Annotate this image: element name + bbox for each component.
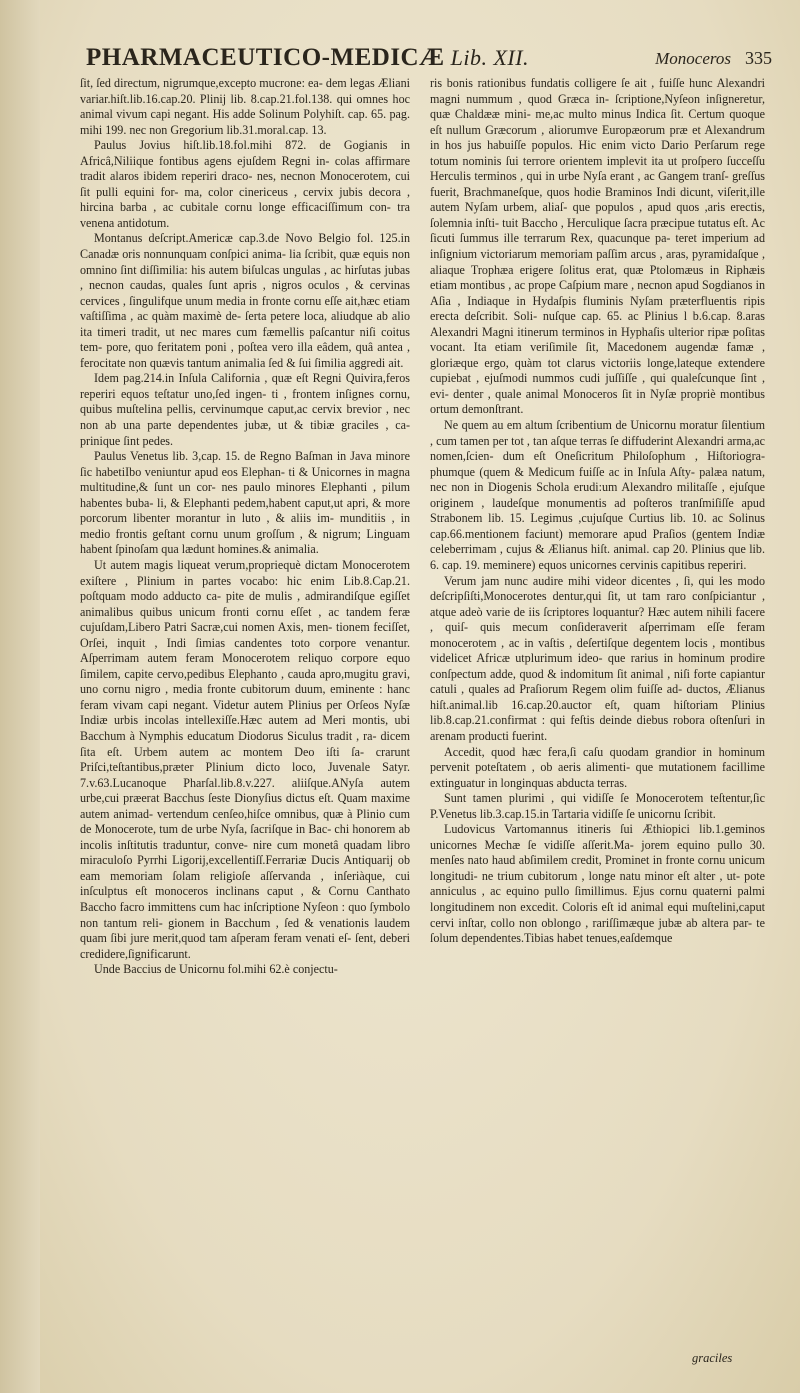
running-header	[80, 42, 780, 76]
paragraph: Montanus deſcript.Americæ cap.3.de Novo Belgio fol. 125.in Canadæ oris nonnunquam conſpici anima- lia ſcribit, quæ equis non omnino ſint diſſimilia: his autem biſulcas ungulas , ac hirſutas jubas , necnon caudas, quales ſunt apris , nigros oculos , & cervinas cervices , ſingulifque unum media in fronte cornu eſſe ait,hæc etiam vaſtiſſima , ac quàm maximè de- ſerta petere loca, aliudque ab alio ita timeri tradit, ut nec mares cum fæmellis paſcantur niſi coitus tem- pore, quo feritatem poni , poſtea vero illa eâdem, quâ antea , ferocitate non quævis tantum animalia ſed & ſui ſimilia aggredi ait.	[80, 231, 410, 370]
paragraph: ris bonis rationibus fundatis colligere ſe ait , fuiſſe hunc Alexandri magni nummum , quod Græca in- ſcriptione,Nyſeon inſigneretur, quæ Chaldææ mini- me,ac multo minus Indica ſit. Certum quoque eſt nullum Græcorum , aliorumve Europæorum præ et Alexandrum in hos jus habuiſſe populos. Hic enim victo Dario Perſarum rege totum nominis ſui terrore orientem implevit ita ut proſpero ſucceſſu Herculis terminos , qui in urbe Nyſa erant , ac Gangem tranſ- greſſus fuerit, Brachmaneſque, quos hodie Braminos Indi dicunt, viſerit,ille autem Nyſam urbem, aliaſ- que populos , apud quos ,aris erectis, ſolemnia inſti- tuit Baccho , Herculique ſacra præcipue tutatus eſt. Ac ſicuti ſummus ille terrarum Rex, quacunque pa- teret imperium ad inſignium victoriarum memoriam paſſim arcus , aras, pyramidaſque , aliaque Trophæa erigere ſolitus erat, quæ Ptolomæus in Riphæis etiam montibus , ac prope Caſpium mare , necnon apud Sogdianos in Aſia , Indiaque in Hydaſpis fluminis Nyſam præterfluentis ripis erecta deſcribit. Soli- nuſque cap. 65. ac Plinius l b.6.cap. 8.aras Alexandri Magni itinerum terminos in Hyphaſis ulterior ripæ poſitas vocant. Ita etiam veriſimile ſit, Macedonem augendæ famæ , gloriæque ergo, quàm tot clarus victoriis longe,lateque extendere cupiebat , ejuſmodi nummos cudi juſſiſſe , qui qualeſcunque ſint , evi- denter , quale animal Monoceros ſit in Nyſæ propriè montibus ortum demonſtrant.	[430, 76, 765, 417]
paragraph: Sunt tamen plurimi , qui vidiſſe ſe Monocerotem teſtentur,ſic P.Venetus lib.3.cap.15.in Tartaria vidiſſe ſe unicornu ſcribit.	[430, 791, 765, 821]
running-head: Monoceros	[655, 49, 731, 68]
paragraph: ſit, ſed directum, nigrumque,excepto mucrone: ea- dem legas Æliani variar.hiſt.lib.16.cap.20. Plinij lib. 8.cap.21.fol.138. qui omnes hoc animal vivum capi negant. His adde Solinum Polyhiſt. cap. 65. pag. mihi 199. nec non Gregorium lib.31.moral.cap. 13.	[80, 76, 410, 137]
header-title-text: PHARMACEUTICO-MEDICÆ	[86, 44, 445, 71]
paragraph: Unde Baccius de Unicornu fol.mihi 62.è conjectu-	[94, 962, 338, 977]
page-number: 335	[745, 48, 772, 68]
left-text-column	[80, 76, 410, 1366]
paragraph: Ne quem au em altum ſcribentium de Unicornu moratur ſilentium , cum tamen per tot , tan aſque terras ſe diffuderint Alexandri arma,ac nomen,ſcien- dum eſt Oneſicritum Philoſophum , Hiſtoriogra- phumque (quem & Medicum fuiſſe ac in Inſula Aſty- palæa natum, nec non in Diogenis Schola erudi:um Alexandro militaſſe , ejuſque originem , laudeſque monumentis ad poſteros tranſmiſiſſe apud Strabonem lib. 15. Legimus ,cujuſque Curtius lib. 10. ac Solinus cap.66.mentionem faciunt) memorare apud Praſios (gentem Indiæ celeberrimam , cujus & Ælianus hiſt. animal. cap 20. Plinius que lib. 6. cap. 19. meminere) equos unicornes cervinis capitibus reperiri.	[430, 418, 765, 572]
header-title	[86, 44, 529, 72]
paragraph: Idem pag.214.in Inſula California , quæ eſt Regni Quivira,feros reperiri equos teſtatur uno,ſed ingen- ti , frontem inſignes cornu, quibus muſtelina pellis, cervinumque caput,ac cervix brevior , nec non ab una parte dependentes jubæ, ut & tibiæ graciles , ca- prinique ſint pedes.	[80, 371, 410, 448]
catchword: graciles	[692, 1351, 733, 1365]
paragraph: Ludovicus Vartomannus itineris ſui Æthiopici lib.1.geminos unicornes Mechæ ſe vidiſſe aſſerit.Ma- jorem equino pullo 30. menſes nato haud abſimilem credit, Prominet in fronte cornu unicum longitudi- ne trium cubitorum , longe natu minor eſt alter , ut- pote anniculus , ac equino pullo ſimillimus. Ejus cornu quaterni palmi longitudinem non excedit. Coloris eſt id animal equi muſtelini,caput cervi inſtar, collo non oblongo , rariſſimæque jubæ ab altera par- te ſolum dependentes.Tibias habet tenues,eaſdemque	[430, 822, 765, 946]
paragraph: Ut autem magis liqueat verum,propriequè dictam Monocerotem exiſtere , Plinium in partes vocabo: hic enim Lib.8.Cap.21. poſtquam modo adducto ca- pite de mulis , admirandiſque egiſſet animalibus quibus unicum fronti cornu eſſet , ac tandem feræ cujuſdam,Libero Patri Sacræ,cui nomen Axis, men- tionem feciſſet, Orſei, inquit , Indi ſimias candentes toto corpore venantur. Aſperrimam autem feram Monocerotem reliquo corpore equo ſimilem, capite cervo,pedibus Elephanto , cauda apro,mugitu gravi, uno cornu nigro , media fronte cubitorum duum, eminente : hanc feram vivam capi negant. Videtur autem Plinius per Orſeos Nyſæ Indiæ urbis incolas intellexiſſe.Hæc autem ad Meri montis, ubi Bacchum à Nymphis educatum Diodorus Siculus tradit , ra- dicem ſita eſt. Urbem autem ac montem Deo iſti ſa- crarunt Priſci,teſtantibus,præter Plinium dicto loco, Juvenale Satyr. 7.v.63.Lucanoque Pharſal.lib.8.v.227. aliiſque.ANyſa autem urbe,cui præerat Bacchus ſeste Dionyſius dictus eſt. Quam maxime autem animad- vertendum cenſeo,hiſce omnibus, quæ à Plinio cum de Monocerote, tum de urbe Nyſa, ſacriſque in Bac- chi honorem ab incolis inſtitutis traduntur, conve- nire cum monetâ quadam libro miraculoſo Pyrrhi Ligorij,excellentiſſ.Ferrariæ Ducis Antiquarij ob eam memoriam ſolam religioſe aſſervanda , inſeriàque, cui inſculptus eſt monoceros inclinans caput , & Cornu Canthato Baccho facro immittens cum hac inſcriptione Nyſeon : quo ſymbolo non tantum reli- gionem in Bacchum , ſed & venationis laudem quam ſibi jure merit,quod tam aſperam feram venati eſ- ſent, deberi credidere,ſignificarunt.	[80, 557, 410, 961]
paragraph: Paulus Jovius hiſt.lib.18.fol.mihi 872. de Gogianis in Africâ,Niliique fontibus agens ejuſdem Regni in- colas affirmare tradit alaros ibidem reperiri draco- nes, necnon Monocerotem, cui ſit pulli equini for- ma, color cinericeus , cervix jubis decora , hircina barba , ac cubitale cornu longe efficaciſſimum con- tra venena antidotum.	[80, 138, 410, 230]
page-gutter	[0, 0, 40, 1393]
right-text-column	[430, 76, 765, 1366]
paragraph: Accedit, quod hæc fera,ſi caſu quodam grandior in hominum pervenit poteſtatem , ob aeris alimenti- que mutationem facillime extinguatur in longinquas abducta terras.	[430, 744, 765, 790]
paragraph: Paulus Venetus lib. 3,cap. 15. de Regno Baſman in Java minore ſic habetiIbo veniuntur apud eos Elephan- ti & Unicornes in magna multitudine,& ſunt un cor- nes paulo minores Elephanti , pilum habentes buba- li, & Elephanti pedem,habent caput,ut apri, & more porcorum libenter morantur in luto , & aliis im- munditiis , in medio frontis geſtant cornu unum groſſum , & nigrum; Linguam habent ſpinoſam qua lædunt homines.& animalia.	[80, 449, 410, 557]
header-lib: Lib. XII.	[450, 45, 530, 70]
header-right	[655, 48, 772, 69]
paragraph: Verum jam nunc audire mihi videor dicentes , ſi, qui les modo deſcripſiſti,Monocerotes dentur,qui ſit, ut tam raro conſpiciantur , atque adeò varie de iis ſcriptores loquantur? Hæc autem nihili facere , quiſ- quis mecum conſideraverit aſperrimam eſſe feram monocerotem , ac in vaſtis , deſertiſque degentem locis , montibus videlicet Africæ utplurimum ideo- que rarius in hominum prodire conſpectum adde, quod & indomitum ſit animal , niſi forte capiantur catuli , quales ad Praſiorum Regem olim fuiſſe ad- ductos, Ælianus hiſt.animal.lib 16.cap.20.auctor eſt, quam hiſtoriam Plinius lib.8.cap.21.confirmat : qui feſtis deinde diebus robora oſtenſuri in arenam producti fuerint.	[430, 573, 765, 743]
